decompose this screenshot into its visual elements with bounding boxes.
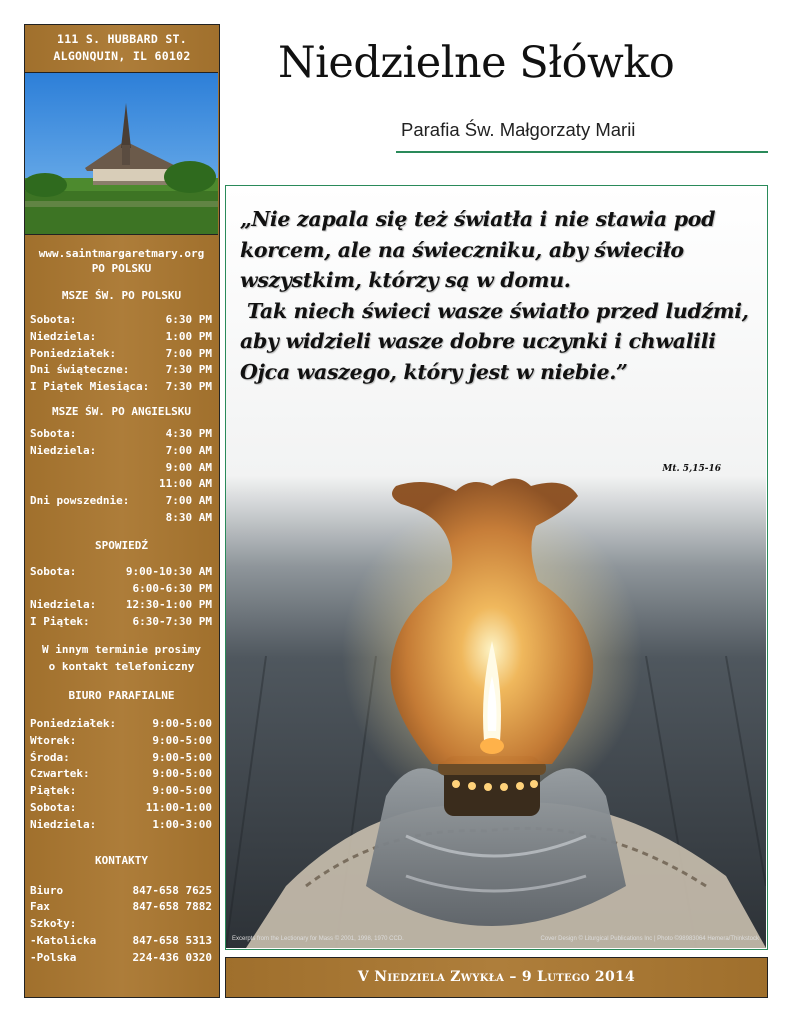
quote-line: Ojca waszego, który jest w niebie.” xyxy=(240,359,628,384)
phone-number[interactable]: 847-658 7625 xyxy=(132,883,212,897)
address-street: 111 S. HUBBARD ST. xyxy=(56,32,188,46)
parish-address xyxy=(25,25,219,65)
confession-note-line: o kontakt telefoniczny xyxy=(48,659,195,673)
row-value: 9:00-5:00 xyxy=(152,750,212,764)
confession-note xyxy=(25,641,218,675)
row-value: 6:30-7:30 PM xyxy=(132,615,212,629)
row-label: Poniedziałek: xyxy=(30,346,117,360)
schedule-row xyxy=(25,460,218,477)
row-value: 8:30 AM xyxy=(165,510,212,524)
date-banner xyxy=(225,957,768,998)
row-value: 1:00-3:00 xyxy=(152,817,212,831)
confession-schedule xyxy=(25,564,218,631)
row-label: Niedziela: xyxy=(30,817,97,831)
parish-name: Parafia Św. Małgorzaty Marii xyxy=(401,119,636,140)
row-label: -Polska xyxy=(30,950,77,964)
contact-row xyxy=(25,883,218,900)
row-label: Sobota: xyxy=(30,800,77,814)
schedule-row xyxy=(25,581,218,598)
row-value: 7:30 PM xyxy=(165,363,212,377)
schedule-row xyxy=(25,766,218,783)
row-label: Biuro xyxy=(30,883,64,897)
design-credit: Cover Design © Liturgical Publications Inc | Photo ©98983064 Hemera/Thinkstock xyxy=(540,936,759,942)
row-value: 11:00 AM xyxy=(159,477,212,491)
schedule-row xyxy=(25,426,218,443)
contacts-list xyxy=(25,883,218,967)
row-value: 9:00 AM xyxy=(165,460,212,474)
lectionary-credit: Excerpts from the Lectionary for Mass © 2001, 1998, 1970 CCD. xyxy=(232,936,404,942)
row-value: 7:00 AM xyxy=(165,443,212,457)
row-value: 7:00 AM xyxy=(165,494,212,508)
sidebar xyxy=(24,24,220,998)
row-value: 12:30-1:00 PM xyxy=(125,598,212,612)
phone-number[interactable]: 847-658 7882 xyxy=(132,900,212,914)
phone-number[interactable]: 847-658 5313 xyxy=(132,933,212,947)
row-label: I Piątek Miesiąca: xyxy=(30,380,150,394)
confession-title: SPOWIEDŹ xyxy=(95,538,148,552)
bulletin-title: Niedzielne Słówko xyxy=(278,38,675,88)
row-label: Wtorek: xyxy=(30,733,77,747)
english-mass-schedule xyxy=(25,426,218,527)
row-value: 7:00 PM xyxy=(165,346,212,360)
row-label: Sobota: xyxy=(30,313,77,326)
row-label: Sobota: xyxy=(30,564,77,578)
row-label: Szkoły: xyxy=(30,917,77,931)
office-title: BIURO PARAFIALNE xyxy=(68,688,175,702)
contacts-title: KONTAKTY xyxy=(95,853,148,867)
row-value: 4:30 PM xyxy=(165,426,212,440)
schedule-row xyxy=(25,443,218,460)
row-value: 9:00-5:00 xyxy=(152,784,212,798)
quote-line: aby widzieli wasze dobre uczynki i chwalili xyxy=(240,329,716,353)
row-value: 6:00-6:30 PM xyxy=(132,581,212,595)
sidebar-schedule xyxy=(25,247,218,967)
schedule-row xyxy=(25,510,218,527)
schedule-row xyxy=(25,329,218,346)
schedule-row xyxy=(25,379,218,396)
row-value: 9:00-5:00 xyxy=(152,733,212,747)
row-value: 11:00-1:00 xyxy=(145,800,212,814)
cover-panel xyxy=(225,185,768,950)
schedule-row xyxy=(25,783,218,800)
contact-row xyxy=(25,933,218,950)
schedule-row xyxy=(25,597,218,614)
quote-line: Tak niech świeci wasze światło przed ludźmi, xyxy=(240,298,749,323)
website-link[interactable]: www.saintmargaretmary.org xyxy=(38,247,205,260)
scripture-quote xyxy=(240,204,760,387)
row-label: Dni powszednie: xyxy=(30,494,130,508)
header-divider xyxy=(396,151,768,153)
scripture-reference: Mt. 5,15-16 xyxy=(662,464,721,474)
row-label: Sobota: xyxy=(30,426,77,440)
row-label: Czwartek: xyxy=(30,767,90,781)
row-label: Niedziela: xyxy=(30,598,97,612)
schedule-row xyxy=(25,614,218,631)
schedule-row xyxy=(25,733,218,750)
row-value: 1:00 PM xyxy=(165,329,212,343)
address-city: ALGONQUIN, IL 60102 xyxy=(53,49,191,63)
row-label: I Piątek: xyxy=(30,615,90,629)
quote-line: wszystkim, którzy są w domu. xyxy=(240,268,571,292)
row-value: 9:00-5:00 xyxy=(152,767,212,781)
schedule-row xyxy=(25,362,218,379)
schedule-row xyxy=(25,800,218,817)
church-photo xyxy=(25,72,218,235)
schedule-row xyxy=(25,716,218,733)
sunday-date: V Niedziela Zwykła – 9 Lutego 2014 xyxy=(357,969,636,985)
phone-number[interactable]: 224-436 0320 xyxy=(132,950,212,964)
row-value: 9:00-5:00 xyxy=(152,716,212,730)
english-mass-title: MSZE ŚW. PO ANGIELSKU xyxy=(51,404,192,418)
row-value: 7:30 PM xyxy=(165,380,212,394)
row-label: Piątek: xyxy=(30,784,77,798)
contact-row xyxy=(25,916,218,933)
schedule-row xyxy=(25,346,218,363)
row-value: 9:00-10:30 AM xyxy=(125,564,212,578)
row-label: -Katolicka xyxy=(30,933,97,947)
row-label: Dni świąteczne: xyxy=(30,363,130,377)
schedule-row xyxy=(25,312,218,329)
row-label: Poniedziałek: xyxy=(30,716,117,730)
schedule-row xyxy=(25,564,218,581)
polish-mass-title: MSZE ŚW. PO POLSKU xyxy=(61,289,182,302)
row-label: Środa: xyxy=(30,750,70,764)
row-label: Niedziela: xyxy=(30,329,97,343)
polish-mass-schedule xyxy=(25,312,218,396)
schedule-row xyxy=(25,750,218,767)
schedule-row xyxy=(25,476,218,493)
schedule-row xyxy=(25,493,218,510)
office-hours xyxy=(25,716,218,834)
po-polsku-label: PO POLSKU xyxy=(91,262,152,275)
confession-note-line: W innym terminie prosimy xyxy=(42,642,201,656)
contact-row xyxy=(25,899,218,916)
schedule-row xyxy=(25,817,218,834)
contact-row xyxy=(25,950,218,967)
quote-line: korcem, ale na świeczniku, aby świeciło xyxy=(240,237,684,262)
row-value: 6:30 PM xyxy=(165,313,212,326)
row-label: Niedziela: xyxy=(30,443,97,457)
row-label: Fax xyxy=(30,900,50,914)
quote-line: „Nie zapala się też światła i nie stawia pod xyxy=(240,207,716,231)
